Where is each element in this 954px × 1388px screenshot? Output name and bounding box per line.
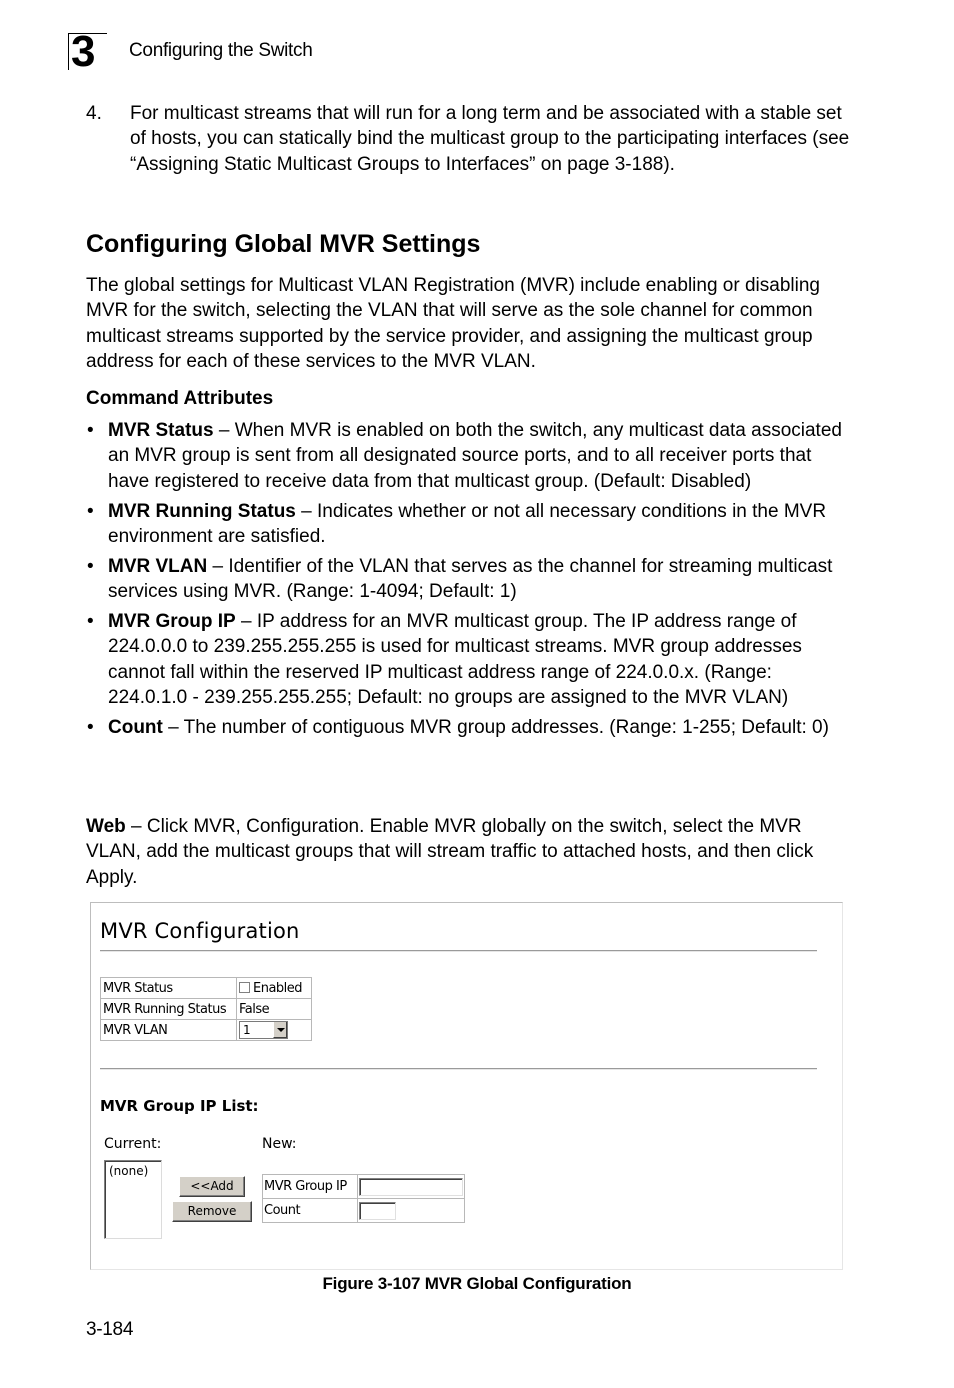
new-label: New: bbox=[262, 1136, 297, 1152]
bullet-icon: • bbox=[87, 555, 94, 577]
attribute-term: MVR Group IP bbox=[108, 611, 236, 633]
mvr-vlan-select[interactable] bbox=[239, 1021, 288, 1039]
new-group-table bbox=[262, 1174, 465, 1223]
table-row bbox=[263, 1199, 465, 1223]
table-row bbox=[263, 1175, 465, 1199]
attribute-term: MVR Running Status bbox=[108, 500, 296, 522]
group-ip-input[interactable] bbox=[359, 1178, 463, 1196]
table-row bbox=[101, 999, 312, 1020]
mvr-running-status-value: False bbox=[237, 999, 312, 1020]
attribute-term: MVR Status bbox=[108, 420, 214, 441]
page-number: 3-184 bbox=[86, 1319, 134, 1340]
attribute-term: Count bbox=[108, 717, 163, 739]
chevron-down-icon[interactable] bbox=[273, 1022, 287, 1038]
mvr-vlan-label: MVR VLAN bbox=[101, 1020, 237, 1041]
bullet-icon: • bbox=[87, 717, 94, 739]
attribute-desc: – The number of contiguous MVR group addresses. (Range: 1-255; Default: 0) bbox=[162, 717, 829, 739]
attribute-desc: – IP address for an MVR multicast group. The IP address range of 224.0.0.0 to 239.255.255.255 is used for multicast streams. MVR group addresses cannot fall within the reserved IP multicast address range of 224.0.0.x. (Range: 224.0.1.0 - 239.255.255.255; Default: no groups are assigned to the MVR VLAN) bbox=[108, 611, 802, 709]
section-intro: The global settings for Multicast VLAN Registration (MVR) include enabling or disabling MVR for the switch, selecting the VLAN that will serve as the sole channel for common multicast streams supported by the service provider, and assigning the multicast group address for each of these services to the MVR VLAN. bbox=[86, 275, 820, 372]
web-term: Web bbox=[86, 816, 126, 837]
bullet-icon: • bbox=[87, 420, 94, 441]
chapter-number: 3 bbox=[71, 27, 96, 76]
attributes-heading: Command Attributes bbox=[86, 388, 274, 409]
attribute-term: MVR VLAN bbox=[108, 555, 208, 577]
table-row bbox=[101, 1020, 312, 1041]
group-ip-cell bbox=[358, 1175, 465, 1199]
mvr-config-title: MVR Configuration bbox=[100, 919, 300, 943]
bullet-icon: • bbox=[87, 611, 94, 633]
count-input[interactable] bbox=[359, 1202, 396, 1220]
add-button[interactable]: <<Add bbox=[179, 1176, 245, 1197]
attribute-item bbox=[86, 609, 856, 710]
count-cell bbox=[358, 1199, 465, 1223]
mvr-status-label: MVR Status bbox=[101, 978, 237, 999]
group-list-title: MVR Group IP List: bbox=[100, 1097, 259, 1115]
list-item[interactable]: (none) bbox=[109, 1164, 149, 1178]
web-desc: – Click MVR, Configuration. Enable MVR globally on the switch, select the MVR VLAN, add the multicast groups that will stream traffic to attached hosts, and then click Apply. bbox=[86, 816, 814, 888]
divider bbox=[100, 950, 817, 952]
figure-caption: Figure 3-107 MVR Global Configuration bbox=[322, 1274, 632, 1293]
table-row bbox=[101, 978, 312, 999]
attribute-item bbox=[86, 499, 856, 550]
attribute-item bbox=[86, 418, 856, 494]
mvr-vlan-value: 1 bbox=[243, 1023, 251, 1037]
bullet-icon: • bbox=[87, 500, 94, 522]
count-label: Count bbox=[263, 1199, 358, 1223]
section-title: Configuring Global MVR Settings bbox=[86, 230, 481, 258]
divider bbox=[100, 1068, 817, 1070]
attribute-list bbox=[86, 418, 856, 745]
current-label: Current: bbox=[104, 1136, 162, 1152]
attribute-desc: – Indicates whether or not all necessary conditions in the MVR environment are satisfied. bbox=[108, 500, 827, 547]
group-ip-label: MVR Group IP bbox=[263, 1175, 358, 1199]
mvr-status-cell bbox=[237, 978, 312, 999]
mvr-vlan-cell bbox=[237, 1020, 312, 1041]
current-groups-listbox[interactable] bbox=[104, 1160, 162, 1239]
attribute-item bbox=[86, 554, 856, 605]
mvr-running-status-label: MVR Running Status bbox=[101, 999, 237, 1020]
mvr-status-checkbox-label: Enabled bbox=[253, 980, 303, 996]
step-number: 4. bbox=[86, 103, 102, 124]
step-text: For multicast streams that will run for a long term and be associated with a stable set of hosts, you can statically bind the multicast group to the participating interfaces (see “Assigning Static Multicast Groups to Interfaces” on page 3-188). bbox=[130, 103, 850, 175]
running-title: Configuring the Switch bbox=[129, 40, 313, 61]
mvr-settings-table bbox=[100, 977, 312, 1041]
remove-button[interactable]: Remove bbox=[172, 1201, 252, 1222]
attribute-desc: – When MVR is enabled on both the switch, any multicast data associated an MVR group is sent from all designated source ports, and to all receiver ports that have registered to receive data from that multicast group. (Default: Disabled) bbox=[108, 420, 842, 492]
mvr-status-checkbox[interactable] bbox=[239, 982, 250, 993]
web-instructions bbox=[86, 814, 856, 890]
attribute-item bbox=[86, 715, 856, 740]
attribute-desc: – Identifier of the VLAN that serves as the channel for streaming multicast services using MVR. (Range: 1-4094; Default: 1) bbox=[108, 555, 833, 603]
